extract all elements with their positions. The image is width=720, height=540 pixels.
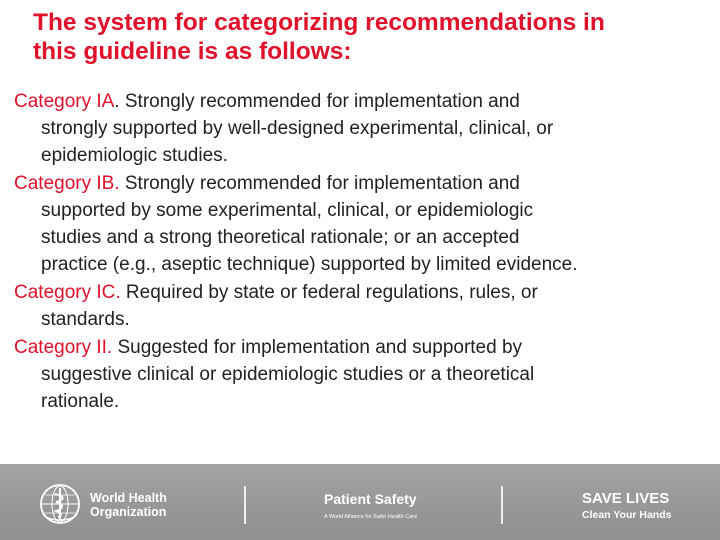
category-ia-paragraph (14, 88, 714, 169)
category-ii-text-2: suggestive clinical or epidemiologic studies or a theoretical (41, 364, 535, 385)
footer-divider-right (501, 486, 503, 524)
category-ib-paragraph (14, 170, 714, 278)
slide-title-line-2: this guideline is as follows: (33, 38, 352, 65)
category-ia-punct: . (114, 91, 120, 112)
category-list (14, 88, 714, 416)
who-logo-text (90, 491, 167, 519)
category-ia-label: Category IA (14, 91, 115, 112)
category-ic-label: Category IC. (14, 282, 121, 303)
footer-banner (0, 464, 720, 540)
category-ib-label: Category IB. (14, 173, 120, 194)
category-ii-label: Category II. (14, 337, 113, 358)
patient-safety-title: Patient Safety (324, 491, 417, 507)
category-ic-paragraph (14, 279, 714, 333)
category-ii-text-1: Suggested for implementation and supported by (112, 337, 523, 358)
category-ia-text-1: Strongly recommended for implementation and (119, 91, 520, 112)
category-ii-text-3: rationale. (41, 391, 120, 412)
category-ii-paragraph (14, 334, 714, 415)
save-lives-title: SAVE LIVES (582, 490, 670, 507)
footer-divider-left (244, 486, 246, 524)
category-ia-text-2: strongly supported by well-designed experimental, clinical, or (41, 118, 554, 139)
who-logo-line-1: World Health (90, 491, 167, 505)
slide-title-line-1: The system for categorizing recommendations in (33, 9, 605, 36)
category-ia-text-3: epidemiologic studies. (41, 145, 228, 166)
save-lives-subtitle: Clean Your Hands (582, 509, 672, 521)
patient-safety-subtitle: A World Alliance for Safer Health Care (324, 514, 418, 520)
category-ib-text-4: practice (e.g., aseptic technique) supported by limited evidence. (41, 254, 578, 275)
slide-title (33, 8, 720, 66)
category-ib-text-2: supported by some experimental, clinical, or epidemiologic (41, 200, 534, 221)
category-ic-text-2: standards. (41, 309, 130, 330)
who-logo-line-2: Organization (90, 505, 167, 519)
who-emblem-icon (38, 482, 82, 526)
category-ic-text-1: Required by state or federal regulations, rules, or (120, 282, 538, 303)
category-ib-text-3: studies and a strong theoretical rationale; or an accepted (41, 227, 520, 248)
category-ib-text-1: Strongly recommended for implementation and (119, 173, 520, 194)
